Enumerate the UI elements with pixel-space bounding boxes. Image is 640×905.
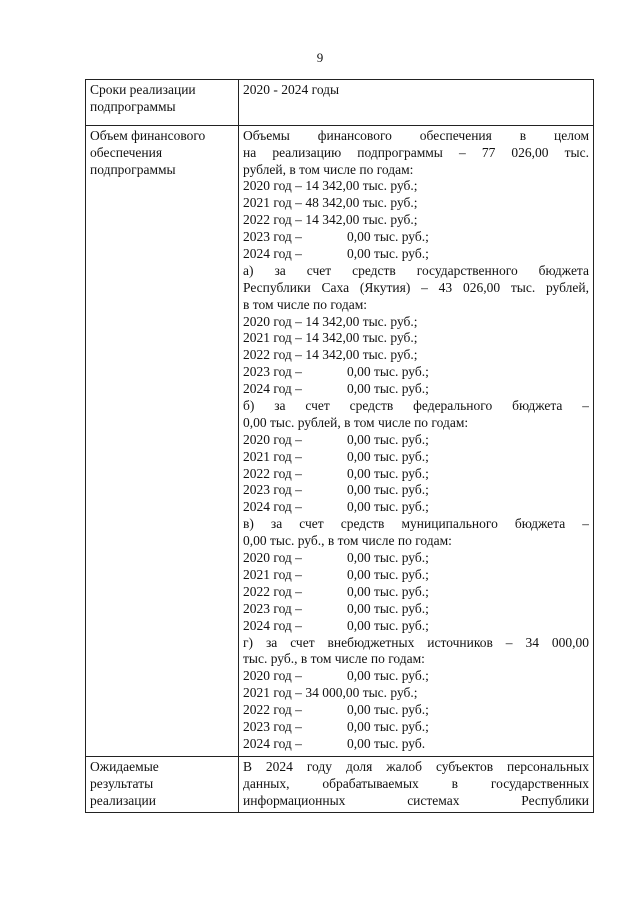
funding-intro-line: Объемы финансового обеспечения в целом <box>243 127 589 143</box>
year-label: 2024 год – <box>243 381 302 397</box>
amount-value: 34 000,00 тыс. руб.; <box>305 685 418 701</box>
source-heading-line: 0,00 тыс. руб., в том числе по годам: <box>243 533 452 549</box>
year-label: 2022 год – <box>243 583 302 599</box>
source-heading-line: в) за счет средств муниципального бюджета – <box>243 516 589 532</box>
year-amount-line <box>243 567 589 584</box>
year-label: 2020 год – <box>243 550 302 566</box>
results-text-line: В 2024 году доля жалоб субъектов персональных <box>243 758 589 774</box>
amount-value: 0,00 тыс. руб.; <box>347 550 429 566</box>
amount-value: 0,00 тыс. руб.; <box>347 702 429 718</box>
funding-intro-line: на реализацию подпрограммы – 77 026,00 тыс. <box>243 144 589 160</box>
amount-value: 14 342,00 тыс. руб.; <box>305 330 418 346</box>
year-amount-line <box>243 601 589 618</box>
row-value-funding <box>239 125 594 756</box>
label-line: Сроки реализации <box>90 82 196 97</box>
source-heading-line: тыс. руб., в том числе по годам: <box>243 651 425 667</box>
label-line: обеспечения <box>90 144 163 160</box>
table-row-period <box>86 80 594 126</box>
year-amount-line <box>243 499 589 516</box>
year-amount-line <box>243 432 589 449</box>
year-label: 2020 год – <box>243 431 302 447</box>
year-amount-line <box>243 668 589 685</box>
table-row-results <box>86 756 594 813</box>
label-line: Объем финансового <box>90 127 206 143</box>
amount-value: 14 342,00 тыс. руб.; <box>305 178 418 194</box>
source-heading-line: г) за счет внебюджетных источников – 34 000,00 <box>243 634 589 650</box>
label-line: подпрограммы <box>90 98 176 114</box>
amount-value: 0,00 тыс. руб.; <box>347 600 429 616</box>
year-label: 2024 год – <box>243 246 302 262</box>
amount-value: 0,00 тыс. руб.; <box>347 718 429 734</box>
year-label: 2022 год – <box>243 465 302 481</box>
year-label: 2021 год – <box>243 195 302 211</box>
year-label: 2022 год – <box>243 347 302 363</box>
year-label: 2021 год – <box>243 330 302 346</box>
year-amount-line <box>243 736 589 753</box>
year-amount-line <box>243 347 589 364</box>
year-label: 2023 год – <box>243 364 302 380</box>
amount-value: 0,00 тыс. руб.; <box>347 246 429 262</box>
row-value-period <box>239 80 594 126</box>
year-amount-line <box>243 685 589 702</box>
page-number: 9 <box>316 50 324 65</box>
amount-value: 0,00 тыс. руб.; <box>347 668 429 684</box>
year-label: 2023 год – <box>243 718 302 734</box>
amount-value: 0,00 тыс. руб.; <box>347 431 429 447</box>
funding-intro-line: рублей, в том числе по годам: <box>243 161 414 177</box>
amount-value: 0,00 тыс. руб.; <box>347 465 429 481</box>
amount-value: 0,00 тыс. руб.; <box>347 229 429 245</box>
year-label: 2024 год – <box>243 617 302 633</box>
year-label: 2022 год – <box>243 212 302 228</box>
label-line: реализации <box>90 792 156 808</box>
year-amount-line <box>243 702 589 719</box>
amount-value: 0,00 тыс. руб.; <box>347 381 429 397</box>
source-heading-line: 0,00 тыс. рублей, в том числе по годам: <box>243 414 469 430</box>
year-amount-line <box>243 246 589 263</box>
year-label: 2023 год – <box>243 600 302 616</box>
results-text-line: данных, обрабатываемых в государственных <box>243 775 589 791</box>
year-label: 2020 год – <box>243 178 302 194</box>
year-amount-line <box>243 618 589 635</box>
amount-value: 0,00 тыс. руб.; <box>347 448 429 464</box>
period-value: 2020 - 2024 годы <box>243 82 340 97</box>
year-amount-line <box>243 212 589 229</box>
year-amount-line <box>243 229 589 246</box>
year-amount-line <box>243 178 589 195</box>
amount-value: 14 342,00 тыс. руб.; <box>305 313 418 329</box>
label-line: подпрограммы <box>90 161 176 177</box>
row-label-results <box>86 756 239 813</box>
year-label: 2024 год – <box>243 499 302 515</box>
year-amount-line <box>243 466 589 483</box>
year-amount-line <box>243 550 589 567</box>
amount-value: 14 342,00 тыс. руб.; <box>305 212 418 228</box>
year-label: 2021 год – <box>243 566 302 582</box>
row-label-period <box>86 80 239 126</box>
year-amount-line <box>243 330 589 347</box>
year-label: 2020 год – <box>243 668 302 684</box>
table-row-funding <box>86 125 594 756</box>
year-amount-line <box>243 364 589 381</box>
year-amount-line <box>243 381 589 398</box>
year-label: 2021 год – <box>243 685 302 701</box>
row-label-funding <box>86 125 239 756</box>
source-heading-line: в том числе по годам: <box>243 296 368 312</box>
source-heading-line: а) за счет средств государственного бюджета <box>243 262 589 278</box>
amount-value: 0,00 тыс. руб.; <box>347 364 429 380</box>
amount-value: 0,00 тыс. руб.; <box>347 499 429 515</box>
amount-value: 0,00 тыс. руб.; <box>347 617 429 633</box>
year-amount-line <box>243 195 589 212</box>
year-label: 2024 год – <box>243 735 302 751</box>
year-label: 2023 год – <box>243 482 302 498</box>
year-label: 2021 год – <box>243 448 302 464</box>
label-line: результаты <box>90 775 154 791</box>
results-text-line: информационных системах Республики <box>243 792 589 808</box>
year-amount-line <box>243 449 589 466</box>
amount-value: 0,00 тыс. руб. <box>347 735 426 751</box>
year-amount-line <box>243 482 589 499</box>
label-line: Ожидаемые <box>90 758 159 774</box>
year-amount-line <box>243 584 589 601</box>
row-value-results <box>239 756 594 813</box>
amount-value: 14 342,00 тыс. руб.; <box>305 347 418 363</box>
amount-value: 0,00 тыс. руб.; <box>347 583 429 599</box>
amount-value: 0,00 тыс. руб.; <box>347 566 429 582</box>
year-amount-line <box>243 719 589 736</box>
source-heading-line: б) за счет средств федерального бюджета – <box>243 398 589 414</box>
year-amount-line <box>243 314 589 331</box>
amount-value: 48 342,00 тыс. руб.; <box>305 195 418 211</box>
year-label: 2022 год – <box>243 702 302 718</box>
passport-table <box>85 79 594 813</box>
amount-value: 0,00 тыс. руб.; <box>347 482 429 498</box>
year-label: 2020 год – <box>243 313 302 329</box>
year-label: 2023 год – <box>243 229 302 245</box>
source-heading-line: Республики Саха (Якутия) – 43 026,00 тыс. рублей, <box>243 279 589 295</box>
